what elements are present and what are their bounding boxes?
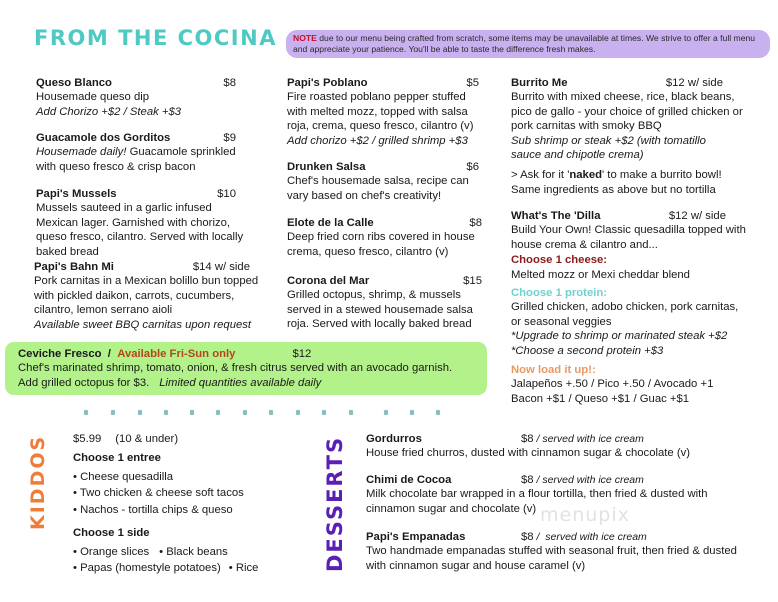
menu-item-papis-mussels (36, 187, 246, 259)
ceviche-fresco-banner (5, 342, 487, 395)
item-desc: Deep fried corn ribs covered in house crema, queso fresco, cilantro (v) (287, 231, 475, 258)
item-name: What's The 'Dilla (511, 210, 601, 222)
divider-dot (84, 410, 88, 415)
watermark: menupix (540, 504, 630, 526)
tip-prefix: > Ask for it ' (511, 169, 570, 182)
item-name: Guacamole dos Gorditos (36, 132, 171, 144)
item-desc: Two handmade empanadas stuffed with seasonal fruit, then fried & dusted with cinnamon sugar and house caramel (v) (366, 545, 737, 572)
item-name: Elote de la Calle (287, 217, 374, 229)
item-desc: Fire roasted poblano pepper stuffed with melted mozz, topped with salsa roja, crema, queso fresco, cilantro (v) (287, 91, 474, 133)
item-price: $8 (521, 531, 534, 543)
note-label: NOTE (293, 33, 317, 43)
item-addon: Add Chorizo +$2 / Steak +$3 (36, 105, 182, 118)
item-name: Drunken Salsa (287, 161, 366, 173)
upgrade-note-1: *Upgrade to shrimp or marinated steak +$2 (511, 330, 728, 343)
menu-item-papis-poblano (287, 76, 487, 148)
availability-note (286, 30, 770, 58)
ceviche-availability: Available Fri-Sun only (117, 348, 236, 360)
item-name: Queso Blanco (36, 77, 112, 89)
ceviche-desc: Chef's marinated shrimp, tomato, onion, & fresh citrus served with an avocado garnish. (18, 362, 453, 375)
item-desc-italic: Housemade daily! (36, 146, 127, 159)
item-price: $8 (521, 433, 534, 445)
item-desc: Build Your Own! Classic quesadilla topped with house crema & cilantro and... (511, 224, 746, 251)
kiddos-price: $5.99 (73, 433, 102, 445)
dotted-divider (0, 410, 778, 418)
item-name: Papi's Bahn Mi (34, 261, 114, 273)
section-title-cocina: FROM THE COCINA (34, 26, 277, 50)
item-desc-text: Guacamole sprinkled with queso fresco & crisp bacon (36, 146, 236, 173)
ceviche-limited-note: Limited quantities available daily (159, 376, 322, 389)
menu-item-guacamole (36, 131, 236, 174)
item-desc: Grilled octopus, shrimp, & mussels served in a stewed housemade salsa roja. Served with locally baked bread (287, 289, 473, 331)
ceviche-price: $12 (292, 348, 312, 360)
dessert-item-gordurros (366, 432, 746, 461)
item-name: Papi's Mussels (36, 188, 117, 200)
ceviche-addon: Add grilled octopus for $3. (18, 376, 150, 389)
item-price: $12 w/ side (668, 210, 726, 222)
menu-item-bahn-mi (34, 260, 274, 332)
tip-suffix: ' to make a burrito bowl! Same ingredients as above but no tortilla (511, 169, 722, 196)
menu-item-corona-del-mar (287, 274, 485, 332)
desserts-heading: DESSERTS (323, 435, 347, 572)
item-desc: Pork carnitas in a Mexican bolillo bun topped with pickled daikon, carrots, cucumbers, cilantro, lemon serrano aioli (34, 275, 259, 317)
item-served: / served with ice cream (533, 433, 644, 445)
menu-item-whats-the-dilla (511, 209, 751, 406)
divider-dot (436, 410, 440, 415)
note-text: due to our menu being crafted from scratch, some items may be unavailable at times. We strive to offer a full menu and appreciate your patience. You'll be able to taste the difference fresh makes. (293, 33, 756, 54)
divider-dot (216, 410, 220, 415)
divider-dot (111, 410, 115, 415)
item-price: $14 w/ side (192, 261, 250, 273)
kiddos-side: • Black beans (159, 545, 228, 558)
kiddos-entree: • Cheese quesadilla (73, 470, 174, 483)
kiddos-side: • Rice (228, 562, 259, 575)
menu-item-burrito-me (511, 76, 751, 197)
item-name: Papi's Poblano (287, 77, 368, 89)
item-addon: Sub shrimp or steak +$2 (with tomatillo sauce and chipotle crema) (511, 134, 706, 162)
ceviche-separator: / (101, 348, 118, 360)
menu-item-queso-blanco (36, 76, 236, 119)
ceviche-addon-row (18, 376, 487, 390)
dessert-item-papis-empanadas (366, 530, 746, 573)
item-desc (36, 145, 236, 174)
item-price: $8 (223, 77, 236, 89)
item-name: Gordurros (366, 433, 422, 445)
item-name: Papi's Empanadas (366, 531, 466, 543)
tip-naked-word: naked (569, 169, 603, 182)
item-name: Burrito Me (511, 77, 568, 89)
load-options-1: Jalapeños +.50 / Pico +.50 / Avocado +1 (511, 378, 714, 391)
item-desc: Burrito with mixed cheese, rice, black beans, pico de gallo - your choice of grilled chicken or pork carnitas with smoky BBQ (511, 91, 743, 133)
divider-dot (138, 410, 142, 415)
protein-options: Grilled chicken, adobo chicken, pork carnitas, or seasonal veggies (511, 301, 739, 328)
item-price: $8 (469, 217, 482, 229)
kiddos-entree-list (73, 469, 303, 519)
choose-cheese-label: Choose 1 cheese: (511, 254, 608, 267)
item-price: $12 w/ side (665, 77, 723, 89)
menu-item-drunken-salsa (287, 160, 492, 203)
item-served: / served with ice cream (533, 474, 644, 486)
item-price: $8 (521, 474, 534, 486)
item-price: $9 (223, 132, 236, 144)
burrito-bowl-tip (511, 168, 751, 197)
divider-dot (164, 410, 168, 415)
kiddos-price-row (73, 432, 303, 446)
load-options-2: Bacon +$1 / Queso +$1 / Guac +$1 (511, 392, 690, 405)
kiddos-heading: KIDDOS (27, 434, 49, 530)
divider-dot (269, 410, 273, 415)
item-desc: Chef's housemade salsa, recipe can vary based on chef's creativity! (287, 175, 469, 202)
item-addon: Add chorizo +$2 / grilled shrimp +$3 (287, 134, 468, 147)
kiddos-entree-label: Choose 1 entree (73, 452, 161, 465)
divider-dot (410, 410, 414, 415)
kiddos-side-list (73, 544, 303, 577)
item-price: $15 (463, 275, 482, 287)
choose-protein-label: Choose 1 protein: (511, 287, 608, 300)
kiddos-menu (73, 432, 303, 577)
upgrade-note-2: *Choose a second protein +$3 (511, 344, 664, 357)
divider-dot (243, 410, 247, 415)
divider-dot (384, 410, 388, 415)
kiddos-entree: • Two chicken & cheese soft tacos (73, 487, 244, 500)
kiddos-age: (10 & under) (115, 433, 179, 445)
item-desc: House fried churros, dusted with cinnamon sugar & chocolate (v) (366, 447, 691, 460)
item-name: Chimi de Cocoa (366, 474, 452, 486)
divider-dot (349, 410, 353, 415)
item-price: $10 (217, 188, 236, 200)
item-price: $5 (466, 77, 479, 89)
menu-item-elote (287, 216, 487, 259)
divider-dot (322, 410, 326, 415)
item-desc: Mussels sauteed in a garlic infused Mexican lager. Garnished with chorizo, queso fresco, cilantro. Served with locally baked bread (36, 202, 244, 258)
ceviche-name: Ceviche Fresco (18, 348, 102, 360)
item-addon: Available sweet BBQ carnitas upon request (34, 318, 252, 331)
item-desc: Housemade queso dip (36, 91, 150, 104)
cheese-options: Melted mozz or Mexi cheddar blend (511, 268, 690, 281)
kiddos-side: • Orange slices (73, 545, 150, 558)
divider-dot (296, 410, 300, 415)
item-desc: Milk chocolate bar wrapped in a flour tortilla, then fried & dusted with cinnamon sugar and chocolate (v) (366, 488, 708, 515)
item-price: $6 (466, 161, 479, 173)
divider-dot (190, 410, 194, 415)
load-it-up-label: Now load it up!: (511, 364, 596, 377)
item-served: / served with ice cream (533, 531, 647, 543)
kiddos-entree: • Nachos - tortilla chips & queso (73, 503, 233, 516)
item-name: Corona del Mar (287, 275, 370, 287)
kiddos-side-label: Choose 1 side (73, 527, 150, 540)
kiddos-side: • Papas (homestyle potatoes) (73, 562, 221, 575)
